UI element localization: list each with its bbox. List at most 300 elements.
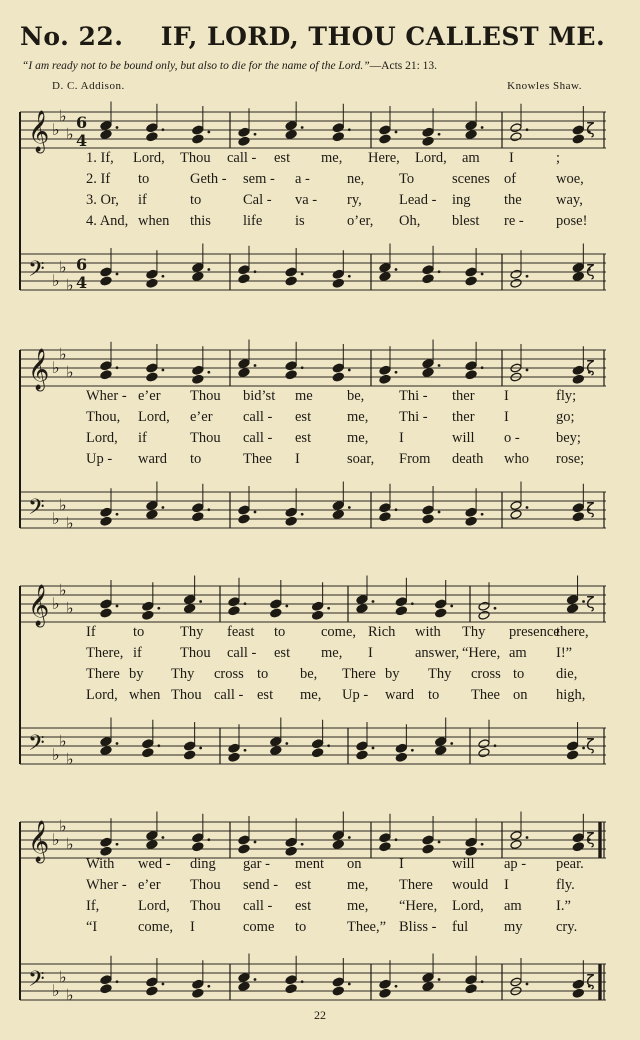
notehead	[567, 750, 579, 760]
verse-line-2	[86, 877, 604, 895]
notehead	[465, 276, 477, 286]
lyric-word: call -	[214, 687, 244, 703]
lyric-word: ward	[385, 687, 414, 703]
dot	[526, 983, 529, 986]
lyric-word: on	[513, 687, 528, 703]
verse-line-4	[86, 451, 604, 469]
lyric-word: will	[452, 430, 475, 446]
dot	[207, 508, 210, 511]
lyric-word: Thy	[180, 624, 204, 640]
lyric-word: to	[190, 451, 202, 467]
dot	[327, 607, 330, 610]
dot	[481, 980, 484, 983]
notehead	[379, 263, 391, 273]
notehead	[332, 278, 344, 288]
notehead	[379, 988, 391, 998]
notehead	[510, 278, 522, 288]
dot	[395, 131, 398, 134]
notehead	[572, 979, 584, 989]
verse-line-4	[86, 919, 604, 937]
dot	[438, 841, 441, 844]
notehead	[379, 374, 391, 384]
notehead	[100, 837, 112, 847]
notehead	[356, 595, 368, 605]
notehead	[142, 610, 154, 620]
lyric-word: est	[295, 898, 312, 914]
notehead	[146, 510, 158, 520]
svg-text:♭: ♭	[52, 509, 60, 528]
composer-credit: D. C. Addison.	[52, 80, 125, 92]
quarter-rest: ζ	[586, 499, 595, 518]
lyric-word: pose!	[556, 213, 588, 229]
dot	[494, 607, 497, 610]
lyric-word: Up -	[86, 451, 113, 467]
dot	[438, 978, 441, 981]
svg-text:♭: ♭	[59, 257, 67, 277]
lyric-word: will	[452, 856, 475, 872]
svg-text:♭: ♭	[52, 830, 60, 849]
notehead	[465, 267, 477, 277]
music-system-3	[18, 572, 608, 772]
lyric-word: me	[295, 388, 313, 404]
svg-text:♭: ♭	[52, 120, 60, 139]
dot	[116, 980, 119, 983]
lyric-word: with	[415, 624, 441, 640]
lyric-word: me,	[347, 430, 369, 446]
music-system-1	[18, 98, 608, 298]
notehead	[572, 134, 584, 144]
notehead	[510, 123, 522, 133]
notehead	[572, 503, 584, 513]
notehead	[465, 516, 477, 526]
notehead	[572, 988, 584, 998]
notehead	[100, 746, 112, 756]
lyric-word: of	[504, 171, 517, 187]
dot	[395, 508, 398, 511]
lyric-word: Lord,	[138, 409, 170, 425]
notehead	[285, 516, 297, 526]
notehead	[422, 265, 434, 275]
notehead	[192, 374, 204, 384]
lyric-word: ther	[452, 409, 475, 425]
notehead	[100, 370, 112, 380]
verse-line-2	[86, 409, 604, 427]
svg-text:♭: ♭	[59, 731, 67, 751]
lyric-word: die,	[556, 666, 578, 682]
dot	[199, 600, 202, 603]
lyric-word: ther	[452, 388, 475, 404]
lyric-word: cross	[214, 666, 244, 682]
lyric-word: if	[133, 645, 142, 661]
dot	[348, 836, 351, 839]
notehead	[192, 842, 204, 852]
lyric-word: est	[274, 645, 291, 661]
notehead	[192, 272, 204, 282]
dot	[395, 268, 398, 271]
hymn-number: No. 22.	[20, 22, 124, 51]
notehead	[100, 361, 112, 371]
lyric-word: way,	[556, 192, 583, 208]
notehead	[184, 741, 196, 751]
notehead	[379, 134, 391, 144]
lyric-word: Lord,	[138, 898, 170, 914]
lyric-word: high,	[556, 687, 586, 703]
lyric-word: be,	[347, 388, 365, 404]
lyric-word: Thi -	[399, 388, 428, 404]
notehead	[192, 512, 204, 522]
lyric-word: call -	[243, 430, 273, 446]
dot	[395, 838, 398, 841]
notehead	[379, 503, 391, 513]
lyric-word: presence	[509, 624, 560, 640]
svg-text:♭: ♭	[59, 344, 67, 364]
svg-text:♭: ♭	[52, 745, 60, 764]
notehead	[146, 977, 158, 987]
lyric-word: to	[513, 666, 525, 682]
notehead	[142, 601, 154, 611]
svg-text:♭: ♭	[66, 275, 74, 295]
lyric-word: there,	[556, 624, 589, 640]
notehead	[465, 507, 477, 517]
notehead	[192, 988, 204, 998]
quarter-rest: ζ	[586, 593, 595, 612]
dot	[116, 273, 119, 276]
svg-text:♭: ♭	[66, 985, 74, 1005]
lyric-word: Wher -	[86, 877, 127, 893]
treble-clef-icon: 𝄞	[28, 821, 50, 862]
quarter-rest: ζ	[586, 735, 595, 754]
lyric-word: ding	[190, 856, 216, 872]
lyric-word: woe,	[556, 171, 584, 187]
hymn-title-line	[20, 22, 620, 51]
svg-text:♭: ♭	[59, 816, 67, 836]
lyric-word: me,	[347, 877, 369, 893]
lyric-word: call -	[243, 409, 273, 425]
lyric-word: me,	[321, 150, 343, 166]
notehead	[192, 263, 204, 273]
lyric-word: me,	[321, 645, 343, 661]
notehead	[379, 833, 391, 843]
lyric-word: ry,	[347, 192, 362, 208]
notehead	[510, 132, 522, 142]
time-signature-bottom: 4	[76, 273, 88, 292]
dot	[254, 511, 257, 514]
dot	[207, 371, 210, 374]
svg-text:♭: ♭	[59, 580, 67, 600]
lyric-word: I	[504, 877, 509, 893]
lyric-word: gar -	[243, 856, 270, 872]
lyric-word: pear.	[556, 856, 584, 872]
dot	[254, 978, 257, 981]
notehead	[356, 750, 368, 760]
dot	[301, 366, 304, 369]
notehead	[184, 750, 196, 760]
svg-text:♭: ♭	[66, 834, 74, 854]
dot	[301, 273, 304, 276]
notehead	[572, 512, 584, 522]
bass-notes	[100, 954, 595, 999]
notehead	[332, 986, 344, 996]
notehead	[332, 123, 344, 133]
treble-clef-icon: 𝄞	[28, 585, 50, 626]
notehead	[142, 748, 154, 758]
lyric-word: With	[86, 856, 115, 872]
dot	[162, 275, 165, 278]
lyric-word: am	[504, 898, 522, 914]
dot	[526, 506, 529, 509]
dot	[301, 126, 304, 129]
notehead	[422, 835, 434, 845]
notehead	[270, 737, 282, 747]
notehead	[146, 372, 158, 382]
dot	[207, 838, 210, 841]
lyric-word: To	[399, 171, 415, 187]
quarter-rest: ζ	[586, 829, 595, 848]
notehead	[184, 604, 196, 614]
dot	[438, 133, 441, 136]
notehead	[379, 272, 391, 282]
lyric-word: to	[274, 624, 286, 640]
lyric-word: o -	[504, 430, 520, 446]
lyric-word: I	[368, 645, 373, 661]
notehead	[184, 595, 196, 605]
dot	[244, 749, 247, 752]
notehead	[572, 125, 584, 135]
notehead	[572, 833, 584, 843]
lyric-word: bey;	[556, 430, 581, 446]
lyric-word: ;	[556, 150, 561, 166]
lyric-word: am	[462, 150, 480, 166]
lyric-word: who	[504, 451, 529, 467]
notehead	[435, 737, 447, 747]
lyric-word: There	[399, 877, 433, 893]
lyric-word: 4. And,	[86, 213, 129, 229]
notehead	[465, 837, 477, 847]
notehead	[285, 846, 297, 856]
lyric-word: ward	[138, 451, 167, 467]
dot	[244, 602, 247, 605]
notehead	[465, 984, 477, 994]
notehead	[238, 835, 250, 845]
dot	[438, 511, 441, 514]
lyric-word: ing	[452, 192, 471, 208]
lyric-word: Thou,	[86, 409, 121, 425]
lyric-word: when	[138, 213, 170, 229]
notehead	[100, 276, 112, 286]
dot	[116, 366, 119, 369]
lyric-word: call -	[227, 645, 257, 661]
lyric-word: my	[504, 919, 523, 935]
notehead	[422, 274, 434, 284]
notehead	[379, 842, 391, 852]
lyric-word: Lord,	[86, 687, 118, 703]
lyric-word: death	[452, 451, 484, 467]
lyric-word: by	[385, 666, 400, 682]
lyric-word: Thou	[180, 645, 211, 661]
treble-notes	[100, 340, 595, 385]
lyric-word: Bliss -	[399, 919, 437, 935]
notehead	[379, 365, 391, 375]
notehead	[312, 739, 324, 749]
epigraph	[22, 60, 622, 72]
lyric-word: There	[342, 666, 376, 682]
lyric-word: on	[347, 856, 362, 872]
music-system-2	[18, 336, 608, 536]
notehead	[285, 507, 297, 517]
notehead	[332, 510, 344, 520]
dot	[526, 369, 529, 372]
notehead	[100, 507, 112, 517]
dot	[450, 605, 453, 608]
author-credit: Knowles Shaw.	[507, 80, 582, 92]
notehead	[465, 130, 477, 140]
lyric-word: me,	[347, 409, 369, 425]
notehead	[422, 973, 434, 983]
lyric-word: Lord,	[86, 430, 118, 446]
lyric-word: ment	[295, 856, 324, 872]
dot	[582, 747, 585, 750]
notehead	[478, 610, 490, 620]
verse-line-3	[86, 192, 604, 210]
lyric-word: call -	[227, 150, 257, 166]
dot	[116, 126, 119, 129]
notehead	[285, 130, 297, 140]
notehead	[228, 752, 240, 762]
lyric-word: send -	[243, 877, 279, 893]
dot	[395, 371, 398, 374]
notehead	[146, 831, 158, 841]
notehead	[100, 984, 112, 994]
verse-line-3	[86, 666, 604, 684]
dot	[207, 268, 210, 271]
notehead	[238, 274, 250, 284]
quarter-rest: ζ	[586, 357, 595, 376]
notehead	[572, 272, 584, 282]
verse-line-1	[86, 856, 604, 874]
lyric-word: answer,	[415, 645, 460, 661]
lyric-word: 1. If,	[86, 150, 114, 166]
notehead	[100, 599, 112, 609]
notehead	[465, 361, 477, 371]
lyric-word: Thou	[190, 877, 221, 893]
dot	[526, 275, 529, 278]
notehead	[379, 979, 391, 989]
notehead	[228, 597, 240, 607]
notehead	[285, 276, 297, 286]
lyric-word: if	[138, 430, 147, 446]
lyric-word: Thou	[171, 687, 202, 703]
notehead	[285, 121, 297, 131]
dot	[285, 605, 288, 608]
hymn-title: IF, LORD, THOU CALLEST ME.	[160, 22, 606, 51]
svg-text:♭: ♭	[66, 124, 74, 144]
treble-clef-icon: 𝄞	[28, 111, 50, 152]
svg-text:♭: ♭	[59, 106, 67, 126]
lyric-word: Thee	[471, 687, 500, 703]
dot	[348, 983, 351, 986]
time-signature-top: 6	[76, 113, 88, 132]
verse-line-1	[86, 388, 604, 406]
notehead	[238, 844, 250, 854]
notehead	[395, 606, 407, 616]
notehead	[142, 739, 154, 749]
notehead	[572, 842, 584, 852]
lyric-word: Lord,	[415, 150, 447, 166]
notehead	[146, 123, 158, 133]
notehead	[238, 136, 250, 146]
lyric-word: come,	[321, 624, 357, 640]
lyric-word: blest	[452, 213, 480, 229]
lyric-word: fly;	[556, 388, 577, 404]
lyric-word: ful	[452, 919, 469, 935]
lyric-word: e’er	[138, 388, 161, 404]
lyric-word: Oh,	[399, 213, 421, 229]
notehead	[312, 748, 324, 758]
lyric-word: est	[295, 430, 312, 446]
notehead	[510, 831, 522, 841]
lyric-word: I	[190, 919, 195, 935]
notehead	[100, 130, 112, 140]
lyric-word: Thou	[190, 388, 221, 404]
lyric-word: If	[86, 624, 96, 640]
notehead	[567, 595, 579, 605]
lyric-word: Thou	[190, 430, 221, 446]
lyric-word: cross	[471, 666, 501, 682]
notehead	[332, 831, 344, 841]
lyric-word: cry.	[556, 919, 578, 935]
dot	[285, 742, 288, 745]
lyric-word: I	[399, 430, 404, 446]
lyric-word: I	[295, 451, 300, 467]
dot	[116, 742, 119, 745]
dot	[450, 742, 453, 745]
dot	[301, 513, 304, 516]
lyric-word: to	[428, 687, 440, 703]
notehead	[478, 748, 490, 758]
notehead	[285, 267, 297, 277]
notehead	[379, 125, 391, 135]
lyric-word: est	[274, 150, 291, 166]
dot	[199, 747, 202, 750]
notehead	[356, 604, 368, 614]
notehead	[192, 365, 204, 375]
lyric-word: “Here,	[399, 898, 438, 914]
lyric-word: re -	[504, 213, 524, 229]
svg-text:♭: ♭	[66, 598, 74, 618]
bass-clef-icon: 𝄢	[28, 967, 45, 997]
svg-text:♭: ♭	[66, 513, 74, 533]
lyric-word: wed -	[138, 856, 171, 872]
notehead	[572, 365, 584, 375]
lyric-word: I	[504, 409, 509, 425]
lyric-word: go;	[556, 409, 575, 425]
lyric-word: Wher -	[86, 388, 127, 404]
dot	[162, 836, 165, 839]
lyric-word: ne,	[347, 171, 365, 187]
notehead	[332, 132, 344, 142]
notehead	[332, 372, 344, 382]
lyric-word: “Here,	[462, 645, 501, 661]
lyric-word: va -	[295, 192, 318, 208]
svg-text:♭: ♭	[52, 271, 60, 290]
dot	[301, 980, 304, 983]
svg-text:♭: ♭	[66, 749, 74, 769]
verse-line-1	[86, 150, 604, 168]
bass-notes	[100, 718, 595, 763]
dot	[162, 506, 165, 509]
dot	[301, 843, 304, 846]
lyric-word: Thou	[190, 898, 221, 914]
